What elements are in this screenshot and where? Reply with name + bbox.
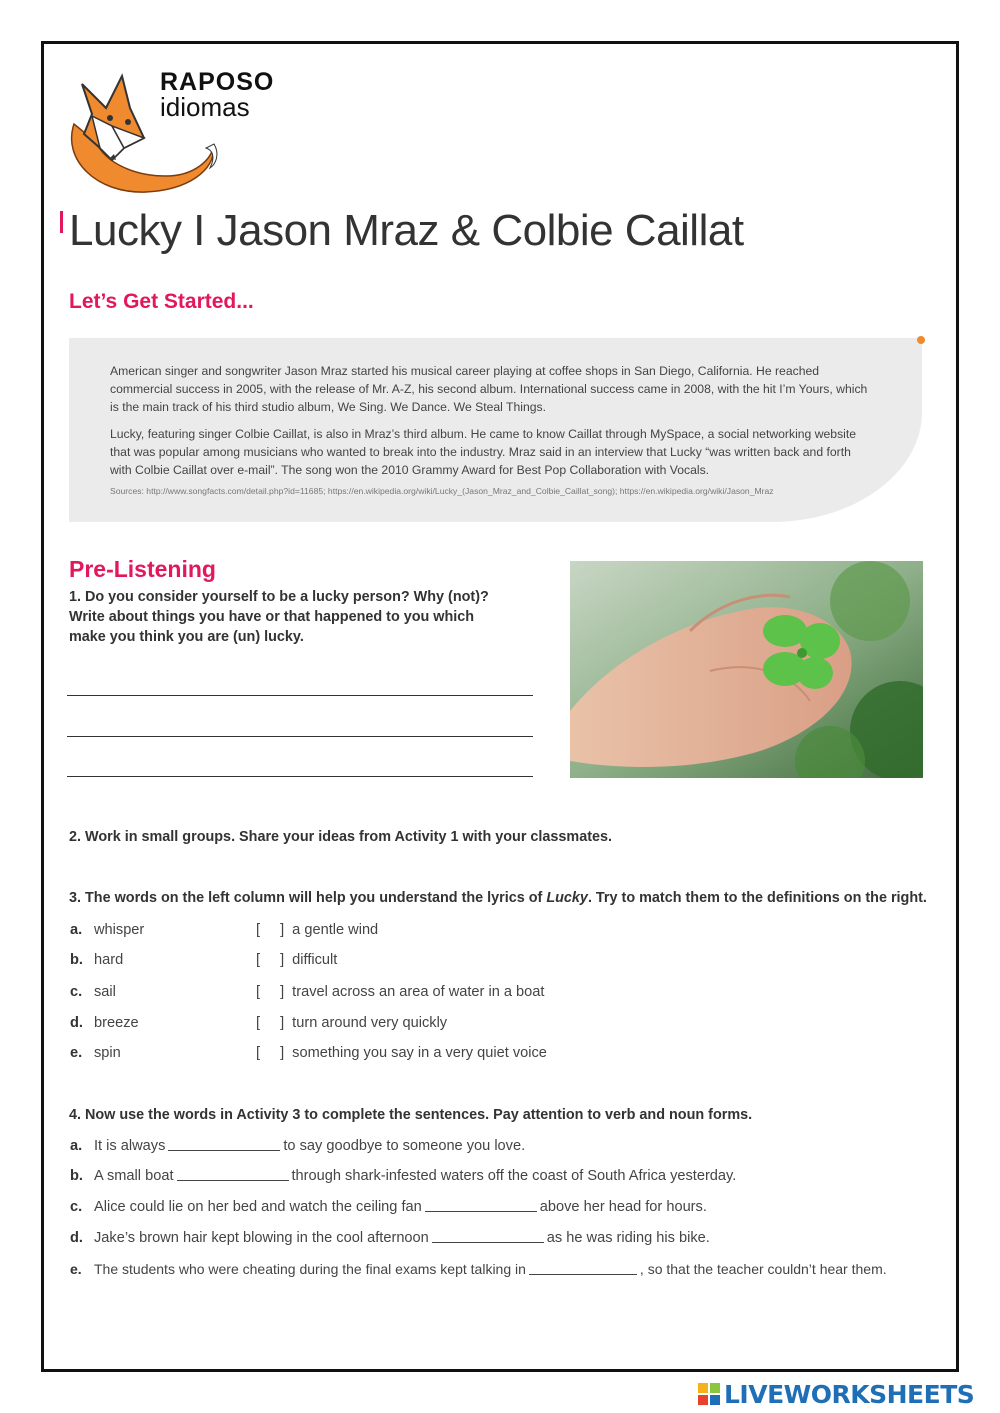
title-accent-bar	[60, 211, 63, 233]
blank-e[interactable]	[529, 1263, 637, 1275]
intro-dot-icon	[917, 336, 925, 344]
sentence-d: d. Jake’s brown hair kept blowing in the cool afternoon as he was riding his bike.	[70, 1230, 710, 1246]
blank-b[interactable]	[177, 1169, 289, 1181]
heading-lets-get-started: Let’s Get Started...	[69, 290, 254, 313]
liveworksheets-watermark	[698, 1380, 974, 1408]
match-def-1[interactable]: [ ]a gentle wind	[256, 922, 379, 938]
watermark-text: LIVEWORKSHEETS	[724, 1379, 975, 1409]
match-def-5[interactable]: [ ]something you say in a very quiet voice	[256, 1045, 547, 1061]
question-3	[69, 890, 927, 906]
match-def-4[interactable]: [ ]turn around very quickly	[256, 1015, 448, 1031]
intro-paragraph-2: Lucky, featuring singer Colbie Caillat, is also in Mraz’s third album. He came to know Caillat through MySpace, a social networking website that was popular among musicians who wanted to break into the industry. Mraz said in an interview that Lucky “was written back and forth with Colbie Caillat over e-mail”. The song won the 2010 Grammy Award for Best Pop Collaboration with Vocals.	[110, 427, 857, 477]
match-def-2[interactable]: [ ]difficult	[256, 952, 338, 968]
page-title	[60, 206, 744, 256]
match-word-b: b. hard	[70, 952, 124, 968]
blank-a[interactable]	[168, 1139, 280, 1151]
match-def-3[interactable]: [ ]travel across an area of water in a boat	[256, 984, 545, 1000]
question-1: 1. Do you consider yourself to be a lucky person? Why (not)? Write about things you have or that happened to you which make you think you are (un) lucky.	[69, 589, 489, 645]
title-text: Lucky I Jason Mraz & Colbie Caillat	[69, 206, 744, 255]
heading-pre-listening: Pre-Listening	[69, 556, 216, 582]
clover-hand-image-icon	[570, 561, 923, 778]
sentence-e: e. The students who were cheating during the final exams kept talking in , so that the teacher couldn’t hear them.	[70, 1261, 887, 1277]
sentence-b: b. A small boat through shark-infested waters off the coast of South Africa yesterday.	[70, 1168, 737, 1184]
sentence-c: c. Alice could lie on her bed and watch the ceiling fan above her head for hours.	[70, 1199, 707, 1215]
match-word-d: d. breeze	[70, 1015, 139, 1031]
intro-paragraph-1: American singer and songwriter Jason Mraz started his musical career playing at coffee shops in San Diego, California. He reached commercial success in 2005, with the release of Mr. A-Z, his second album. International success came in 2008, with the hit I’m Yours, which is the main track of his third studio album, We Sing. We Dance. We Steal Things.	[110, 364, 868, 414]
match-word-a: a. whisper	[70, 922, 145, 938]
question-3-song-title: Lucky	[546, 890, 588, 906]
question-4: 4. Now use the words in Activity 3 to complete the sentences. Pay attention to verb and noun forms.	[69, 1107, 753, 1123]
clover-hand-photo	[570, 561, 923, 778]
answer-line-1[interactable]	[67, 695, 533, 696]
answer-line-2[interactable]	[67, 736, 533, 737]
blank-c[interactable]	[425, 1200, 537, 1212]
question-3-text-before: 3. The words on the left column will help you understand the lyrics of	[69, 890, 547, 906]
logo-word-raposo: RAPOSO	[160, 68, 275, 96]
intro-sources: Sources: http://www.songfacts.com/detail.php?id=11685; https://en.wikipedia.org/wiki/Lucky_(Jason_Mraz_and_Colbie_Caillat_song); https://en.wikipedia.org/wiki/Jason_Mraz	[110, 486, 774, 496]
match-word-e: e. spin	[70, 1045, 121, 1061]
logo-word-idiomas: idiomas	[160, 92, 250, 122]
liveworksheets-logo-icon	[698, 1383, 720, 1405]
match-word-c: c. sail	[70, 984, 116, 1000]
blank-d[interactable]	[432, 1231, 544, 1243]
question-3-text-after: . Try to match them to the definitions on the right.	[587, 890, 927, 906]
question-2: 2. Work in small groups. Share your ideas from Activity 1 with your classmates.	[69, 829, 613, 845]
raposo-logo	[66, 64, 296, 200]
answer-line-3[interactable]	[67, 776, 533, 777]
sentence-a: a. It is always to say goodbye to someone you love.	[70, 1138, 526, 1154]
